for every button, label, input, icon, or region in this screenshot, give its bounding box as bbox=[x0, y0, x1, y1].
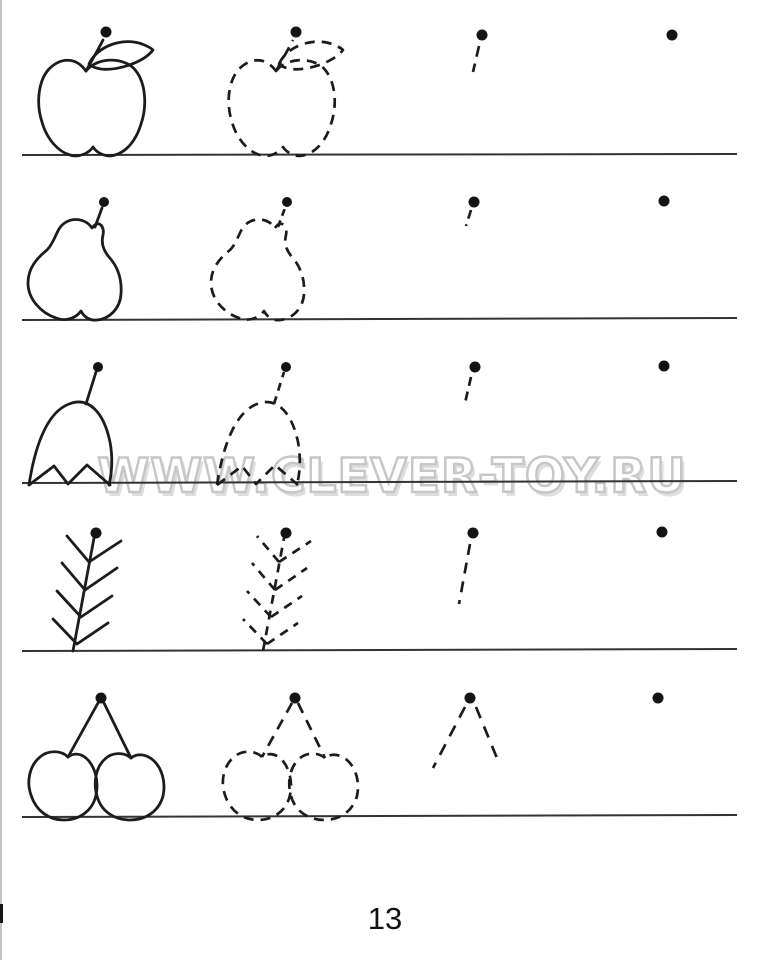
twig-solid-icon bbox=[53, 528, 121, 652]
tulip-dashed-icon bbox=[217, 362, 300, 485]
row-twig-baseline bbox=[22, 649, 737, 651]
row-pear bbox=[22, 196, 737, 321]
tulip-solid-icon bbox=[29, 362, 112, 485]
row-tulip-baseline bbox=[22, 481, 737, 483]
watermark-text: WWW.CLEVER-TOY.RU bbox=[97, 448, 687, 504]
pear-dashed-icon bbox=[211, 197, 304, 320]
cherries-start-stroke-icon bbox=[433, 693, 499, 769]
row-cherries-baseline bbox=[22, 815, 737, 817]
tulip-start-dot-icon bbox=[659, 361, 670, 372]
row-apple bbox=[22, 27, 737, 156]
row-tulip bbox=[22, 361, 737, 486]
pear-start-dot-icon bbox=[659, 196, 670, 207]
twig-dashed-icon bbox=[243, 528, 311, 652]
cherries-start-dot-icon bbox=[653, 693, 664, 704]
apple-dashed-icon bbox=[229, 27, 343, 156]
twig-start-dot-icon bbox=[657, 527, 668, 538]
page-number: 13 bbox=[367, 901, 403, 936]
row-twig bbox=[22, 527, 737, 652]
cherries-dashed-icon bbox=[223, 693, 358, 821]
apple-start-stroke-icon bbox=[473, 30, 488, 73]
apple-solid-icon bbox=[39, 27, 153, 156]
row-cherries bbox=[22, 693, 737, 821]
row-apple-baseline bbox=[22, 154, 737, 155]
apple-start-dot-icon bbox=[667, 30, 678, 41]
pear-start-stroke-icon bbox=[466, 197, 480, 227]
twig-start-stroke-icon bbox=[459, 528, 479, 605]
cherries-solid-icon bbox=[29, 693, 164, 821]
pear-solid-icon bbox=[28, 197, 121, 320]
tulip-start-stroke-icon bbox=[465, 362, 481, 404]
row-pear-baseline bbox=[22, 318, 737, 320]
